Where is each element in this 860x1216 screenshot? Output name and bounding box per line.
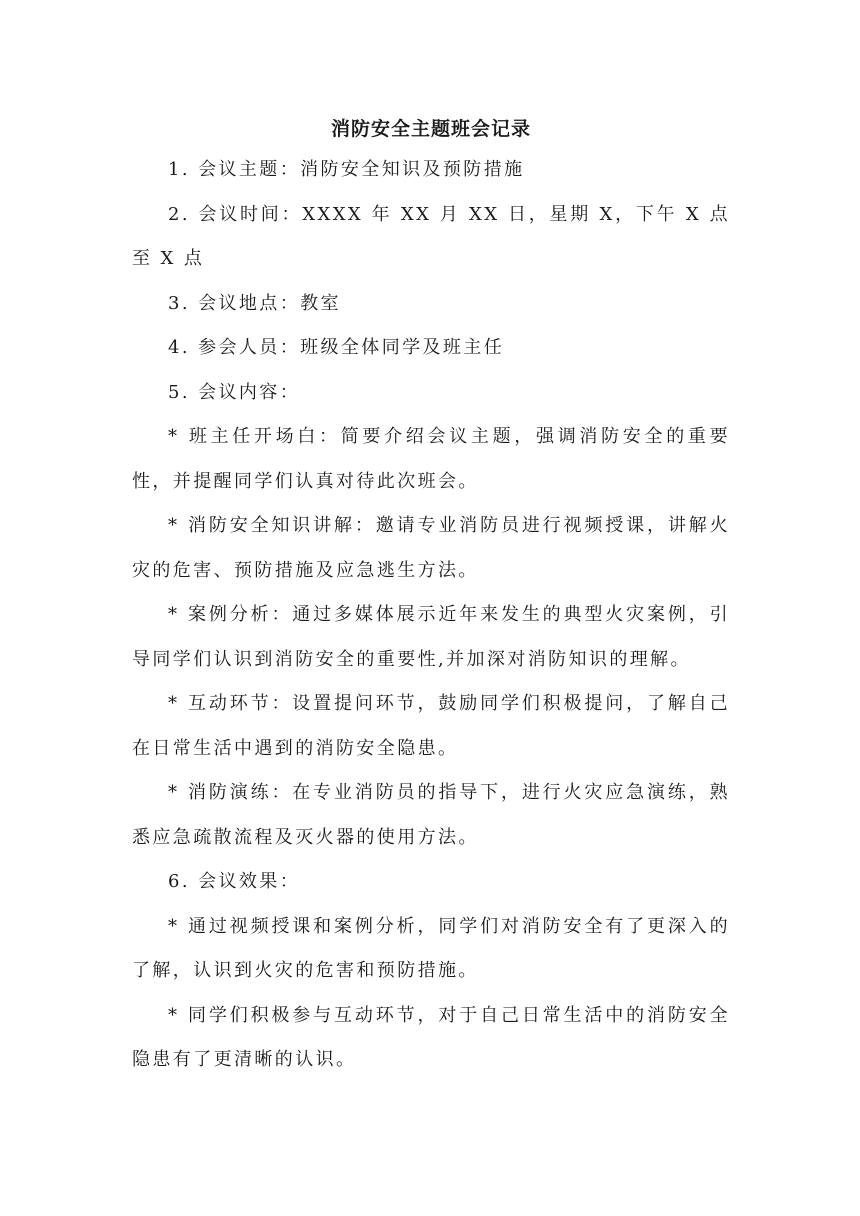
- meeting-attendees: 4. 参会人员：班级全体同学及班主任: [168, 337, 505, 358]
- content-item-opening: * 班主任开场白：简要介绍会议主题，强调消防安全的重要性，并提醒同学们认真对待此次班会。: [132, 426, 730, 492]
- content-item-interaction: * 互动环节：设置提问环节，鼓励同学们积极提问，了解自己在日常生活中遇到的消防安全隐患。: [132, 693, 730, 759]
- content-item-lecture: * 消防安全知识讲解：邀请专业消防员进行视频授课，讲解火灾的危害、预防措施及应急逃生方法。: [132, 515, 730, 581]
- content-item-drill: * 消防演练：在专业消防员的指导下，进行火灾应急演练，熟悉应急疏散流程及灭火器的使用方法。: [132, 782, 730, 848]
- meeting-content-heading: 5. 会议内容：: [168, 381, 301, 403]
- content-item-case-study: * 案例分析：通过多媒体展示近年来发生的典型火灾案例，引导同学们认识到消防安全的重要性,并加深对消防知识的理解。: [132, 604, 730, 670]
- meeting-time: 2. 会议时间：XXXX 年 XX 月 XX 日，星期 X，下午 X 点至 X 点: [132, 203, 730, 269]
- effect-item-understanding: * 通过视频授课和案例分析，同学们对消防安全有了更深入的了解，认识到火灾的危害和预防措施。: [132, 915, 730, 981]
- effect-item-awareness: * 同学们积极参与互动环节，对于自己日常生活中的消防安全隐患有了更清晰的认识。: [132, 1004, 730, 1070]
- document-page: [132, 110, 730, 1083]
- meeting-topic: 1. 会议主题：消防安全知识及预防措施: [168, 159, 525, 180]
- meeting-location: 3. 会议地点：教室: [168, 292, 341, 314]
- meeting-effect-heading: 6. 会议效果：: [168, 871, 301, 892]
- document-title: 消防安全主题班会记录: [330, 118, 531, 140]
